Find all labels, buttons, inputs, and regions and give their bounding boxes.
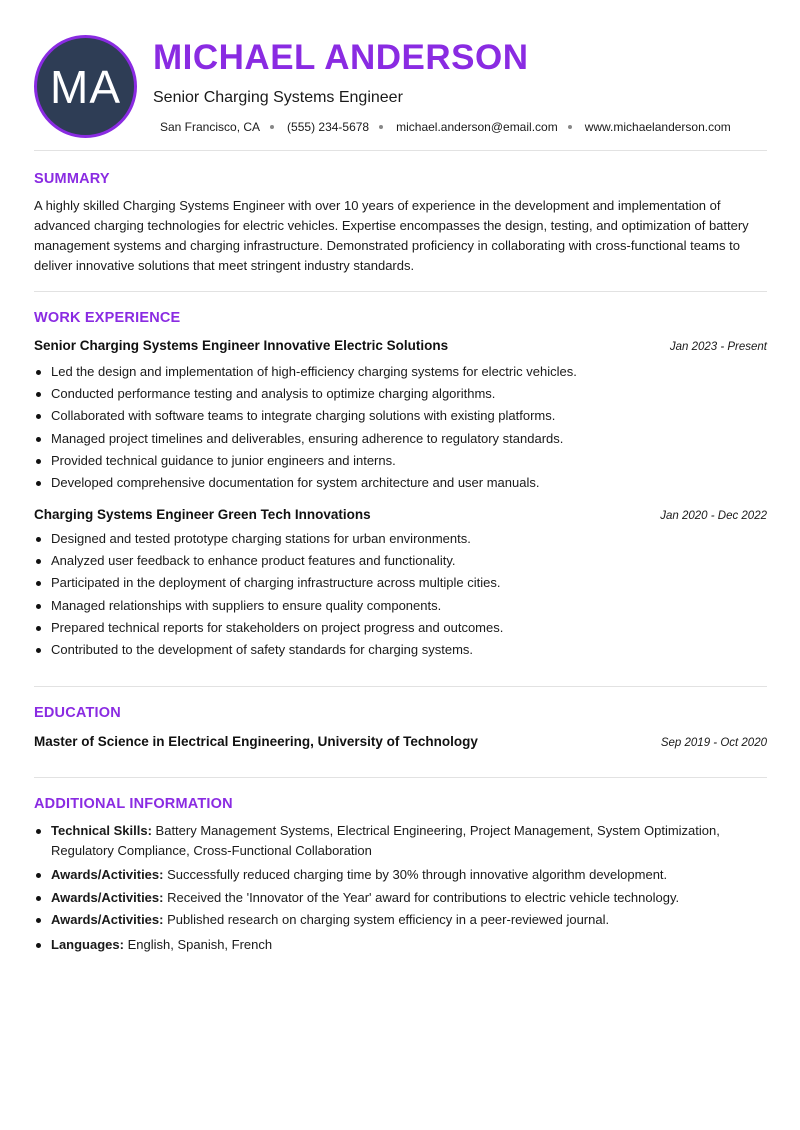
section-title-summary: SUMMARY [34,171,110,187]
contact-line [160,120,731,134]
job-bullet: Prepared technical reports for stakeholders on project progress and outcomes. [51,617,767,639]
additional-item-text: Successfully reduced charging time by 30% through innovative algorithm development. [167,867,668,882]
summary-text: A highly skilled Charging Systems Engineer with over 10 years of experience in the development and implementation of advanced charging technologies for electric vehicles. Expertise encompasses the design, testing, and optimization of battery management systems and charging infrastructure. Demonstrated proficiency in collaborating with cross-functional teams to deliver innovative solutions that meet stringent industry standards. [34,198,749,273]
job-bullet: Provided technical guidance to junior engineers and interns. [51,450,767,472]
contact-separator [568,125,572,129]
divider [34,686,767,687]
job-bullet: Participated in the deployment of charging infrastructure across multiple cities. [51,572,767,594]
section-title-education: EDUCATION [34,705,121,721]
job-bullet: Designed and tested prototype charging stations for urban environments. [51,528,767,550]
additional-item [51,865,767,885]
additional-item [51,821,767,860]
candidate-headline: Senior Charging Systems Engineer [153,89,403,106]
contact-separator [270,125,274,129]
additional-item-label: Languages: [51,937,124,952]
job-title: Senior Charging Systems Engineer Innovative Electric Solutions [34,338,449,353]
job-bullet: Contributed to the development of safety standards for charging systems. [51,639,767,661]
contact-phone: (555) 234-5678 [287,120,370,134]
job-dates: Jan 2023 - Present [669,341,767,353]
additional-item-text: Battery Management Systems, Electrical Engineering, Project Management, System Optimization, Regulatory Compliance, Cross-Functional Collaboration [51,823,720,858]
job-dates: Jan 2020 - Dec 2022 [660,510,767,522]
job-bullet-list [51,528,767,661]
candidate-name: MICHAEL ANDERSON [153,38,529,77]
additional-item-label: Technical Skills: [51,823,152,838]
contact-email: michael.anderson@email.com [396,120,558,134]
section-title-experience: WORK EXPERIENCE [34,310,181,326]
divider [34,150,767,151]
avatar-initials: MA [50,60,121,113]
contact-location: San Francisco, CA [160,120,261,134]
education-dates: Sep 2019 - Oct 2020 [660,737,767,749]
contact-separator [379,125,383,129]
additional-item-label: Awards/Activities: [51,912,164,927]
job-header [34,338,767,353]
additional-item-label: Awards/Activities: [51,867,164,882]
additional-item-label: Awards/Activities: [51,890,164,905]
job-bullet: Analyzed user feedback to enhance product features and functionality. [51,550,767,572]
section-title-additional: ADDITIONAL INFORMATION [34,796,233,812]
education-entry [34,734,767,749]
job-title: Charging Systems Engineer Green Tech Innovations [34,507,371,522]
job-header [34,507,767,522]
additional-item-text: Received the 'Innovator of the Year' award for contributions to electric vehicle technology. [167,890,680,905]
job-bullet: Developed comprehensive documentation for system architecture and user manuals. [51,472,767,494]
job-bullet-list [51,361,767,494]
job-bullet: Led the design and implementation of high-efficiency charging systems for electric vehicles. [51,361,767,383]
job-bullet: Conducted performance testing and analysis to optimize charging algorithms. [51,383,767,405]
job-bullet: Managed relationships with suppliers to ensure quality components. [51,595,767,617]
avatar [34,35,137,138]
job-bullet: Collaborated with software teams to integrate charging solutions with existing platforms. [51,405,767,427]
divider [34,291,767,292]
additional-item-text: English, Spanish, French [127,937,273,952]
additional-item [51,910,767,930]
education-degree: Master of Science in Electrical Engineering, University of Technology [34,734,478,749]
additional-item-text: Published research on charging system efficiency in a peer-reviewed journal. [167,912,610,927]
job-bullet: Managed project timelines and deliverables, ensuring adherence to regulatory standards. [51,428,767,450]
divider [34,777,767,778]
additional-item [51,888,767,908]
additional-item [51,935,767,955]
contact-website: www.michaelanderson.com [584,120,731,134]
